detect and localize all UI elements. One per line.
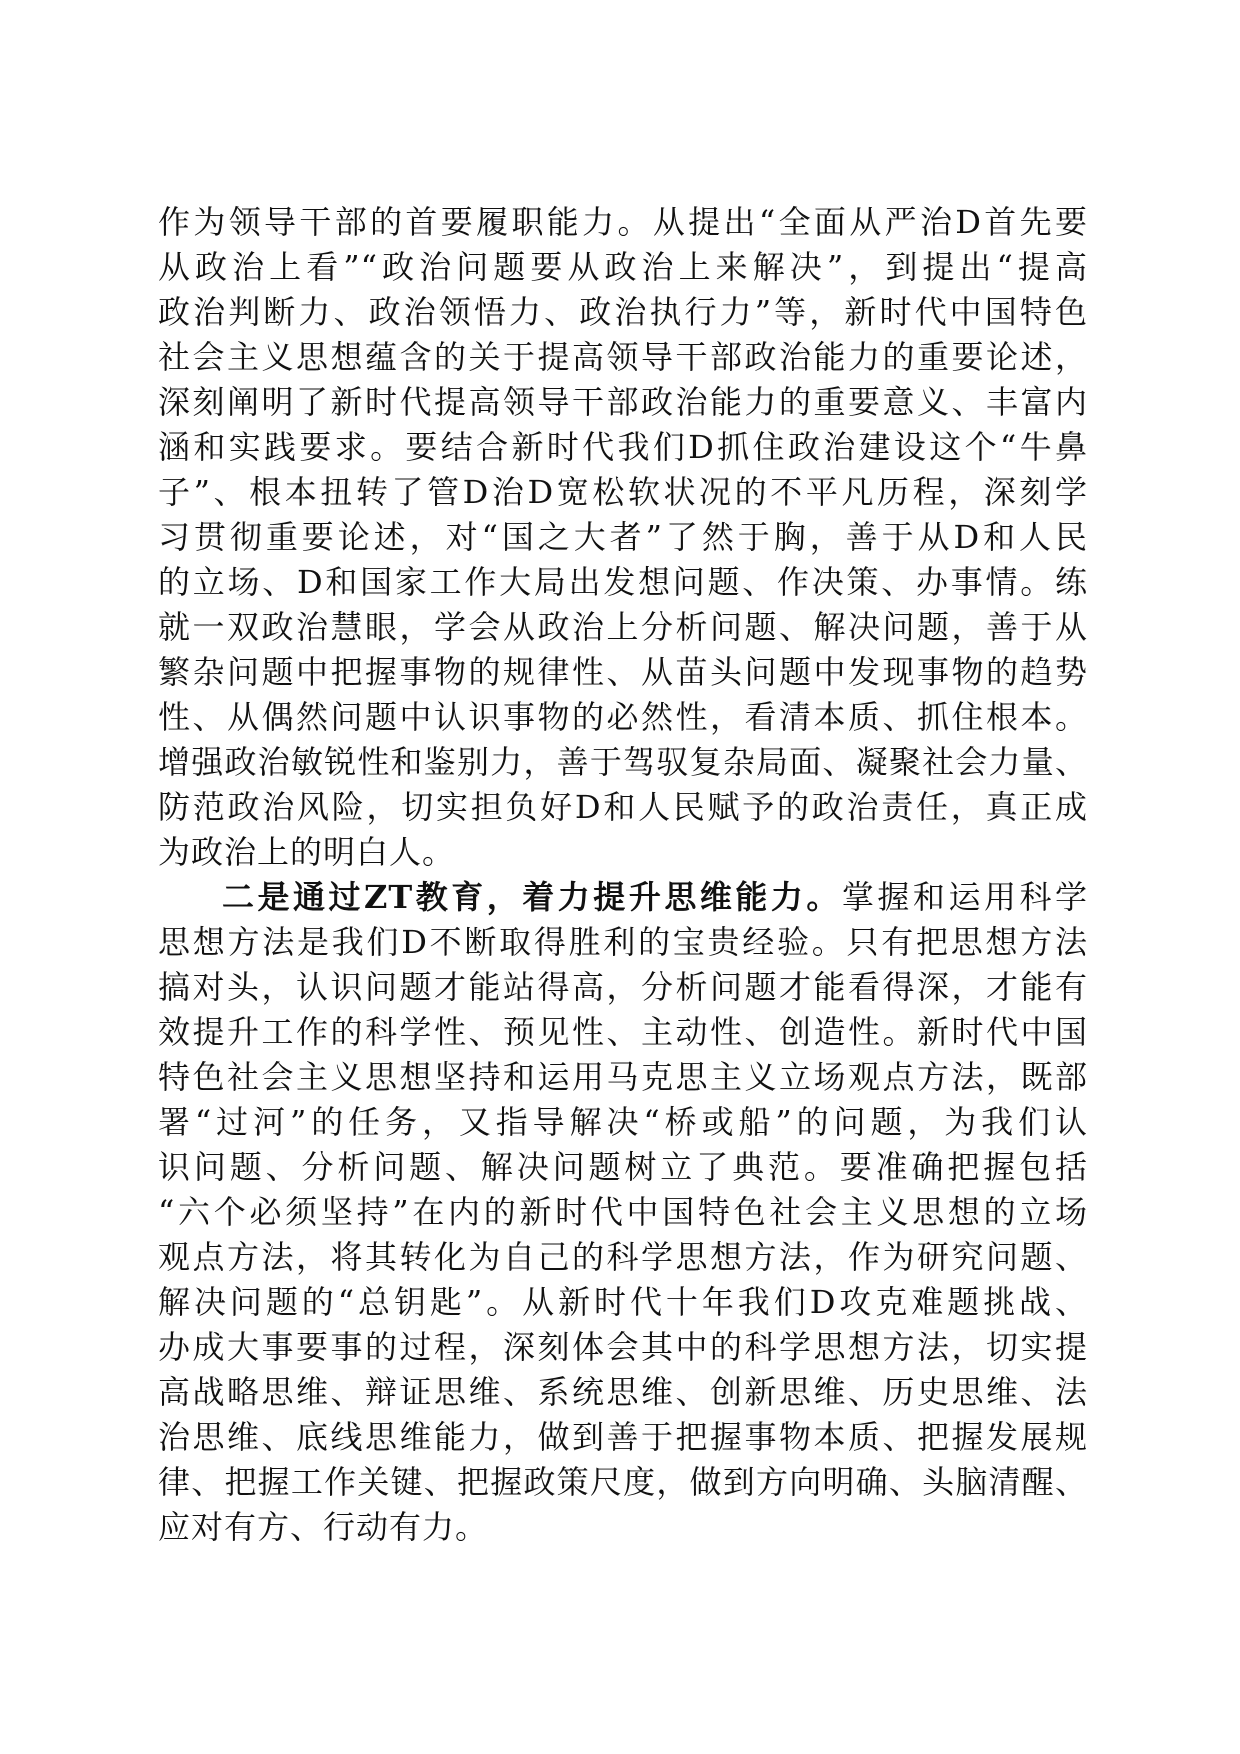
text-line: 性、从偶然问题中认识事物的必然性，看清本质、抓住根本。	[158, 698, 1088, 736]
text-line: 增强政治敏锐性和鉴别力，善于驾驭复杂局面、凝聚社会力量、	[158, 743, 1088, 781]
text-line: 子”、根本扭转了管D治D宽松软状况的不平凡历程，深刻学	[158, 473, 1088, 511]
text-line: 为政治上的明白人。	[158, 833, 456, 871]
text-line: 涵和实践要求。要结合新时代我们D抓住政治建设这个“牛鼻	[158, 428, 1088, 466]
paragraph-thinking-ability	[158, 875, 1088, 1550]
text-line: 署“过河”的任务，又指导解决“桥或船”的问题，为我们认	[158, 1103, 1088, 1141]
document-page	[158, 200, 1088, 1550]
text-line: 社会主义思想蕴含的关于提高领导干部政治能力的重要论述，	[158, 338, 1088, 376]
text-line: “六个必须坚持”在内的新时代中国特色社会主义思想的立场	[158, 1193, 1088, 1231]
text-line: 识问题、分析问题、解决问题树立了典范。要准确把握包括	[158, 1148, 1088, 1186]
text-line: 的立场、D和国家工作大局出发想问题、作决策、办事情。练	[158, 563, 1088, 601]
text-line-first	[158, 875, 1088, 920]
paragraph-lead-heading: 二是通过ZT教育，着力提升思维能力。	[222, 878, 842, 916]
text-line: 搞对头，认识问题才能站得高，分析问题才能看得深，才能有	[158, 968, 1088, 1006]
text-line: 效提升工作的科学性、预见性、主动性、创造性。新时代中国	[158, 1013, 1088, 1051]
text-line: 高战略思维、辩证思维、系统思维、创新思维、历史思维、法	[158, 1373, 1088, 1411]
text-line: 治思维、底线思维能力，做到善于把握事物本质、把握发展规	[158, 1418, 1088, 1456]
text-line: 习贯彻重要论述，对“国之大者”了然于胸，善于从D和人民	[158, 518, 1088, 556]
text-line: 特色社会主义思想坚持和运用马克思主义立场观点方法，既部	[158, 1058, 1088, 1096]
text-line: 政治判断力、政治领悟力、政治执行力”等，新时代中国特色	[158, 293, 1088, 331]
text-line: 思想方法是我们D不断取得胜利的宝贵经验。只有把思想方法	[158, 923, 1088, 961]
text-line: 作为领导干部的首要履职能力。从提出“全面从严治D首先要	[158, 203, 1088, 241]
text-line: 应对有方、行动有力。	[158, 1508, 489, 1546]
text-line: 律、把握工作关键、把握政策尺度，做到方向明确、头脑清醒、	[158, 1463, 1088, 1501]
paragraph-political-ability	[158, 200, 1088, 875]
text-line: 繁杂问题中把握事物的规律性、从苗头问题中发现事物的趋势	[158, 653, 1088, 691]
text-line: 就一双政治慧眼，学会从政治上分析问题、解决问题，善于从	[158, 608, 1088, 646]
text-line: 观点方法，将其转化为自己的科学思想方法，作为研究问题、	[158, 1238, 1088, 1276]
text-line: 深刻阐明了新时代提高领导干部政治能力的重要意义、丰富内	[158, 383, 1088, 421]
first-line-text: 掌握和运用科学	[841, 878, 1088, 916]
text-line: 从政治上看”“政治问题要从政治上来解决”，到提出“提高	[158, 248, 1088, 286]
text-line: 解决问题的“总钥匙”。从新时代十年我们D攻克难题挑战、	[158, 1283, 1088, 1321]
text-line: 防范政治风险，切实担负好D和人民赋予的政治责任，真正成	[158, 788, 1088, 826]
text-line: 办成大事要事的过程，深刻体会其中的科学思想方法，切实提	[158, 1328, 1088, 1366]
